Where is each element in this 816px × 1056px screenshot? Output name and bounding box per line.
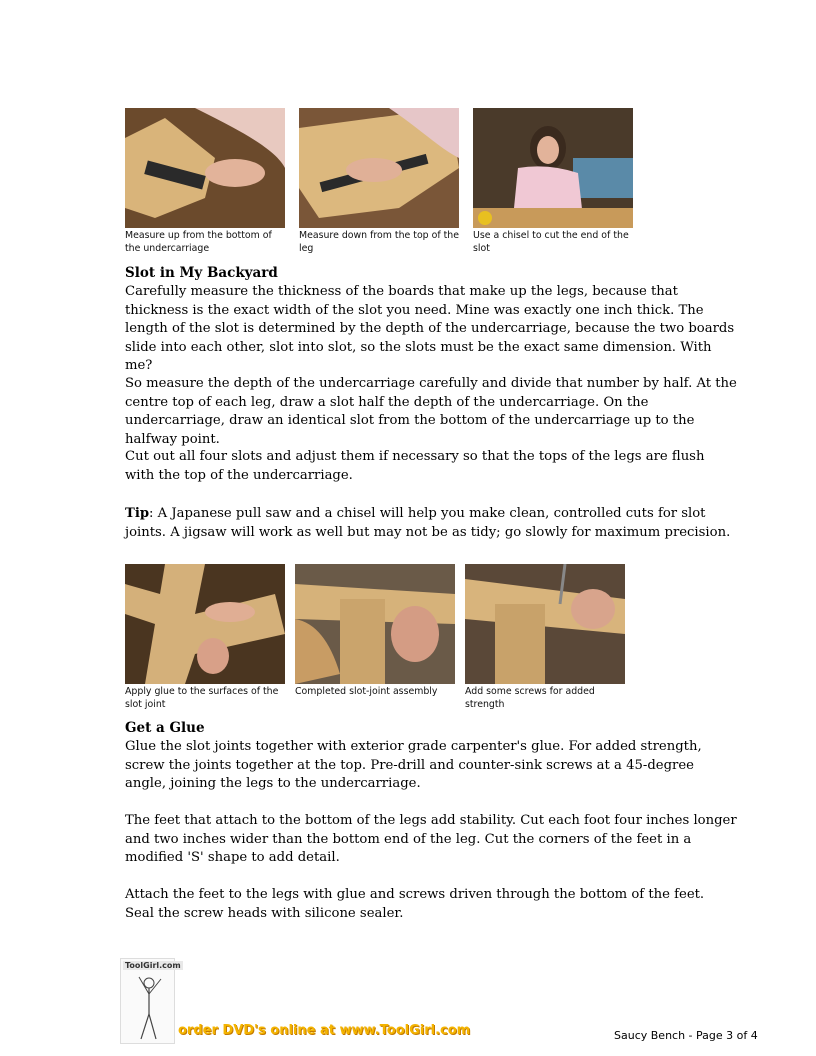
- paragraph: So measure the depth of the undercarriage carefully and divide that number by half. At the centre top of each leg, draw a slot half the depth of the undercarriage. On the undercarriage, draw an identical slot from the bottom of the undercarriage up to the halfway point.: [125, 376, 737, 447]
- photo-caption: Add some screws for added strength: [465, 686, 595, 710]
- section-title-glue: Get a Glue: [125, 720, 205, 736]
- glue-photo-image: [125, 564, 285, 684]
- tip-label: Tip: [125, 506, 150, 521]
- measure-photo-image: [299, 108, 459, 228]
- assembly-photo-image: [295, 564, 455, 684]
- screws-photo-image: [465, 564, 625, 684]
- photo-caption: Measure up from the bottom of the undercarriage: [125, 230, 272, 254]
- tip-text: : A Japanese pull saw and a chisel will help you make clean, controlled cuts for slot joints. A jigsaw will work as well but may not be as tidy; go slowly for maximum precision.: [125, 506, 731, 540]
- order-dvd-link[interactable]: order DVD's online at www.ToolGirl.com: [178, 1023, 471, 1038]
- logo-text: ToolGirl.com: [125, 961, 181, 970]
- photo-caption: Completed slot-joint assembly: [295, 686, 438, 697]
- page-number: Saucy Bench - Page 3 of 4: [614, 1029, 758, 1042]
- photo-chisel: [473, 108, 633, 255]
- paragraph: Carefully measure the thickness of the boards that make up the legs, because that thickness is the exact width of the slot you need. Mine was exactly one inch thick. The length of the slot is determined by the depth of the undercarriage, because the two boards slide into each other, slot into slot, so the slots must be the exact same dimension. With me?: [125, 284, 735, 373]
- paragraph: Attach the feet to the legs with glue and screws driven through the bottom of the feet. Seal the screw heads with silicone sealer.: [125, 887, 705, 921]
- toolgirl-figure-icon: [121, 959, 174, 1043]
- photo-row-top: [125, 108, 647, 255]
- photo-add-screws: [465, 564, 625, 711]
- photo-measure-leg: [299, 108, 459, 255]
- photo-completed-assembly: [295, 564, 455, 711]
- photo-caption: Use a chisel to cut the end of the slot: [473, 230, 629, 254]
- photo-row-bottom: [125, 564, 625, 711]
- paragraph: Glue the slot joints together with exterior grade carpenter's glue. For added strength, screw the joints together at the top. Pre-drill and counter-sink screws at a 45-degree angle, joining the legs to the undercarriage.: [125, 739, 702, 791]
- toolgirl-logo: [120, 958, 181, 1044]
- chisel-photo-image: [473, 108, 633, 228]
- paragraph: The feet that attach to the bottom of the legs add stability. Cut each foot four inches longer and two inches wider than the bottom end of the leg. Cut the corners of the feet in a modified 'S' shape to add detail.: [125, 813, 737, 865]
- photo-caption: Apply glue to the surfaces of the slot joint: [125, 686, 279, 710]
- measure-photo-image: [125, 108, 285, 228]
- photo-apply-glue: [125, 564, 285, 711]
- photo-caption: Measure down from the top of the leg: [299, 230, 460, 254]
- photo-measure-undercarriage: [125, 108, 285, 255]
- tip-paragraph: [125, 505, 737, 542]
- paragraph: Cut out all four slots and adjust them if necessary so that the tops of the legs are flush with the top of the undercarriage.: [125, 449, 705, 483]
- section-title-slot: Slot in My Backyard: [125, 265, 278, 281]
